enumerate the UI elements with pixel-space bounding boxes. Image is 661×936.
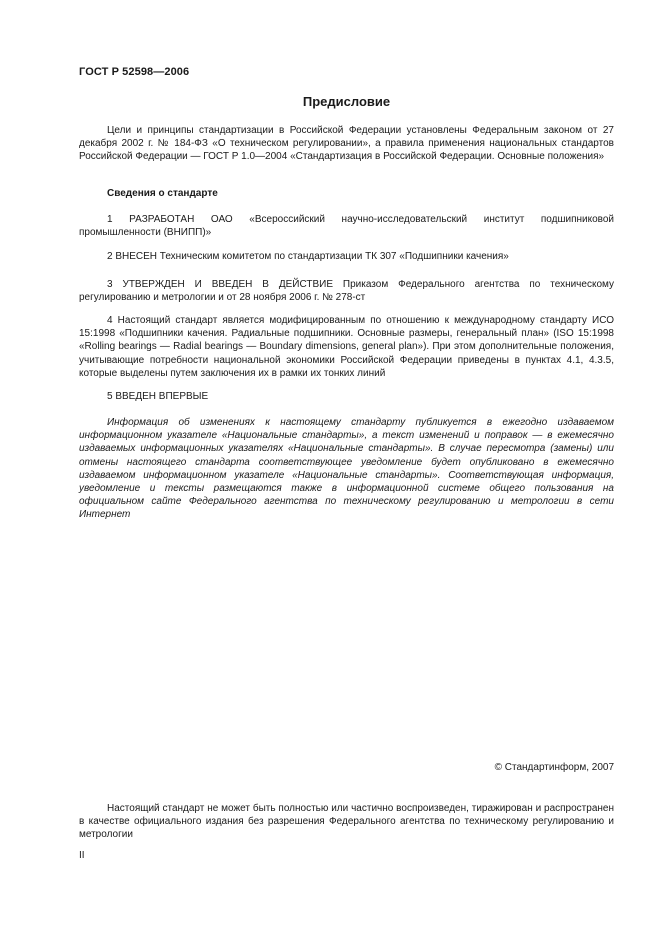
copyright-line: © Стандартинформ, 2007 [494, 762, 614, 773]
page-title: Предисловие [302, 94, 391, 109]
list-item: 1 РАЗРАБОТАН ОАО «Всероссийский научно-исследовательский институт подшипниковой промышленности (ВНИПП)» [79, 214, 614, 239]
item-4-block [79, 314, 614, 380]
restriction-paragraph: Настоящий стандарт не может быть полностью или частично воспроизведен, тиражирован и распространен в качестве официального издания без разрешения Федерального агентства по техническому регулированию и метрологии [79, 803, 614, 841]
item-1-block [79, 213, 614, 239]
standard-code: ГОСТ Р 52598—2006 [79, 66, 190, 78]
restriction-block [79, 802, 614, 842]
list-item: 4 Настоящий стандарт является модифицированным по отношению к международному стандарту ИСО 15:1998 «Подшипники качения. Радиальные подшипники. Основные размеры, генеральный план» (ISO 15:1998 «Rolling bearings — Radial bearings — Boundary dimensions, general plan»). При этом дополнительные положения, учитывающие потребности национальной экономики Российской Федерации приведены в пунктах 4.1, 4.3.5, которые выделены путем заключения их в рамки их тонких линий [79, 315, 614, 379]
notice-paragraph: Информация об изменениях к настоящему стандарту публикуется в ежегодно издаваемом информационном указателе «Национальные стандарты», а текст изменений и поправок — в ежемесячно издаваемых информационных указателях «Национальные стандарты». В случае пересмотра (замены) или отмены настоящего стандарта соответствующее уведомление будет опубликовано в ежемесячно издаваемом информационном указателе «Национальные стандарты». Соответствующая информация, уведомление и тексты размещаются также в информационной системе общего пользования на официальном сайте Федерального агентства по техническому регулированию и метрологии в сети Интернет [79, 417, 614, 521]
intro-paragraph: Цели и принципы стандартизации в Российской Федерации установлены Федеральным законом от 27 декабря 2002 г. № 184-ФЗ «О техническом регулировании», а правила применения национальных стандартов Российской Федерации — ГОСТ Р 1.0—2004 «Стандартизация в Российской Федерации. Основные положения» [79, 125, 614, 163]
section-heading: Сведения о стандарте [107, 188, 218, 199]
section-heading-block [79, 187, 614, 200]
list-item: 2 ВНЕСЕН Техническим комитетом по стандартизации ТК 307 «Подшипники качения» [107, 251, 509, 262]
page-number: II [79, 850, 85, 861]
notice-block [79, 416, 614, 522]
list-item: 3 УТВЕРЖДЕН И ВВЕДЕН В ДЕЙСТВИЕ Приказом Федерального агентства по техническому регулированию и метрологии и от 28 ноября 2006 г. № 278-ст [79, 279, 614, 304]
list-item: 5 ВВЕДЕН ВПЕРВЫЕ [107, 391, 209, 402]
item-5-block [79, 390, 614, 403]
item-3-block [79, 278, 614, 304]
item-2-block [79, 250, 614, 263]
intro-paragraph-block [79, 124, 614, 164]
